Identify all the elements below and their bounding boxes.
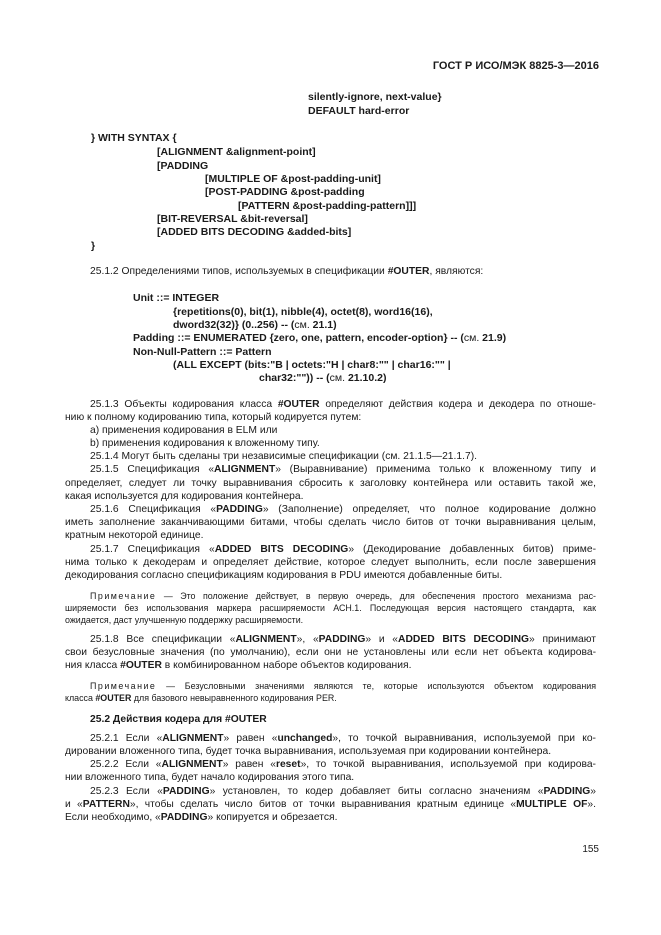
text: — Это положение действует, в первую очередь, для обеспечения простого механизма рас-: [156, 591, 596, 601]
text-line: нима только к декодерам и определяет действие, которое следует выполнить, если после завершения: [65, 557, 596, 568]
text-bold: ADDED BITS DECODING: [214, 544, 349, 555]
code-line: Non-Null-Pattern ::= Pattern: [133, 346, 272, 358]
code-line: [BIT-REVERSAL &bit-reversal]: [157, 213, 308, 225]
text-line: [65, 693, 337, 703]
text: » установлен, то кодер добавляет биты согласно значениям «: [209, 786, 544, 797]
text-line: [90, 759, 596, 770]
text-normal: см.: [294, 319, 310, 331]
paragraph-25-1-2: [90, 266, 483, 277]
text-bold: #OUTER: [387, 266, 430, 277]
text-bold: PADDING: [160, 812, 208, 823]
text: 25.2.1 Если «: [90, 733, 163, 744]
note-label: Примечание: [90, 681, 157, 691]
code-line: } WITH SYNTAX {: [91, 132, 177, 144]
page-number: 155: [582, 844, 599, 855]
text: — Безусловными значениями являются те, которые используются объектом кодирования: [156, 681, 596, 691]
text: », чтобы сделать число битов от точки выравнивания кратным единице «: [129, 799, 517, 810]
text: 21.1): [309, 319, 337, 331]
text: 25.1.3 Объекты кодирования класса: [90, 399, 278, 410]
text-line: [65, 660, 411, 671]
text: в комбинированном наборе объектов кодирования.: [161, 660, 412, 671]
text-bold: ALIGNMENT: [161, 759, 223, 770]
text: » принимают: [529, 634, 596, 645]
text: », то точкой выравнивания, используемой при кодирова-: [300, 759, 596, 770]
text: » равен «: [222, 759, 276, 770]
text-line: [90, 786, 596, 797]
text-bold: PADDING: [543, 786, 591, 797]
text: и «: [65, 799, 83, 810]
text-line: [90, 733, 596, 744]
text-line: ожидается, даст улучшенную поддержку расширяемости.: [65, 615, 304, 625]
paragraph-25-1-4: 25.1.4 Могут быть сделаны три независимые спецификации (см. 21.1.5—21.1.7).: [90, 451, 477, 462]
text-line: ширяемости без использования маркера расширяемости АСН.1. Последующая версия настоящего стандарта, как: [65, 603, 596, 613]
text: »: [590, 786, 596, 797]
text-line: [90, 681, 596, 691]
text-line: свои безусловные значения (по умолчанию), если они не установлены или если нет объекта кодирова-: [65, 647, 596, 658]
text: Если необходимо, «: [65, 812, 161, 823]
text-bold: PADDING: [162, 786, 210, 797]
text: » (Заполнение) определяет, что полное кодирование должно: [262, 504, 597, 515]
text: ния класса: [65, 660, 121, 671]
code-line: (ALL EXCEPT (bits:"B | octets:"H | char8:"" | char16:"" |: [173, 359, 451, 371]
text-line: [90, 591, 596, 601]
text-bold: MULTIPLE OF: [516, 799, 588, 810]
text: класса: [65, 693, 96, 703]
text-bold: ALIGNMENT: [214, 464, 276, 475]
text-bold: #OUTER: [277, 399, 320, 410]
text-line: иметь заполнение заканчивающими битами, чтобы сделать число битов от точки выравнивания целым,: [65, 517, 596, 528]
text: », «: [296, 634, 319, 645]
text-bold: #OUTER: [120, 660, 162, 671]
text: 25.1.8 Все спецификации «: [90, 634, 236, 645]
text: 25.1.7 Спецификация «: [90, 544, 215, 555]
text: Padding ::= ENUMERATED {zero, one, pattern, encoder-option} -- (: [133, 332, 464, 344]
text-line: декодирования согласно спецификациям кодирования в PDU имеются добавленные биты.: [65, 570, 503, 581]
text-bold: ALIGNMENT: [162, 733, 224, 744]
code-line: [POST-PADDING &post-padding: [205, 186, 365, 198]
page-header: ГОСТ Р ИСО/МЭК 8825-3—2016: [432, 60, 599, 72]
text: » (Выравнивание) применима только к вложенному типу и: [275, 464, 596, 475]
text-line: какая используется для кодирования контейнера.: [65, 491, 304, 502]
code-line: {repetitions(0), bit(1), nibble(4), octet(8), word16(16),: [173, 306, 433, 318]
text: 25.1.5 Спецификация «: [90, 464, 215, 475]
text-line: [90, 544, 596, 555]
text-line: [90, 504, 596, 515]
text-bold: #OUTER: [95, 693, 132, 703]
list-item: b) применения кодирования к вложенному типу.: [90, 438, 320, 449]
note-label: Примечание: [90, 591, 157, 601]
code-line: DEFAULT hard-error: [308, 105, 410, 117]
text-normal: см.: [329, 372, 346, 384]
section-heading-25-2: 25.2 Действия кодера для #OUTER: [90, 714, 267, 725]
code-line: [133, 332, 506, 344]
code-line: }: [91, 240, 96, 252]
text-line: [90, 464, 596, 475]
text: 25.1.6 Спецификация «: [90, 504, 217, 515]
code-line: [PADDING: [157, 160, 209, 172]
text: », то точкой выравнивания, используемой при ко-: [332, 733, 596, 744]
text: ».: [587, 799, 596, 810]
text-bold: PATTERN: [82, 799, 130, 810]
text-normal: см.: [463, 332, 480, 344]
text-line: кратным некоторой единице.: [65, 530, 204, 541]
text-line: [65, 812, 337, 823]
text-bold: reset: [275, 759, 301, 770]
text: для базового невыравненного кодирования PER.: [131, 693, 337, 703]
text-bold: PADDING: [216, 504, 263, 515]
text: dword32(32)} (0..256) -- (: [173, 319, 295, 331]
text-line: определяет, следует ли точку выравнивания сбросить к заголовку контейнера или оставить такой же,: [65, 478, 596, 489]
code-line: Unit ::= INTEGER: [133, 292, 220, 304]
text: » (Декодирование добавленных битов) приме-: [348, 544, 597, 555]
code-line: [PATTERN &post-padding-pattern]]]: [238, 200, 417, 212]
code-line: [ADDED BITS DECODING &added-bits]: [157, 226, 352, 238]
code-line: [173, 319, 337, 331]
text-bold: ADDED BITS DECODING: [398, 634, 530, 645]
text-line: нию к полному кодированию типа, который кодируется путем:: [65, 412, 362, 423]
text: » копируется и обрезается.: [207, 812, 338, 823]
text: 25.2.2 Если «: [90, 759, 162, 770]
code-line: [ALIGNMENT &alignment-point]: [157, 146, 316, 158]
list-item: а) применения кодирования в ELM или: [90, 425, 278, 436]
text-bold: ALIGNMENT: [235, 634, 297, 645]
text: 21.9): [479, 332, 507, 344]
text-bold: PADDING: [318, 634, 366, 645]
code-line: silently-ignore, next-value}: [308, 91, 442, 103]
text-line: нии вложенного типа, будет начало кодирования этого типа.: [65, 772, 355, 783]
text-line: [90, 634, 596, 645]
text: 25.2.3 Если «: [90, 786, 163, 797]
text-line: дировании вложенного типа, будет точка выравнивания, используемая при кодировании контейнера.: [65, 746, 552, 757]
text-line: [65, 799, 596, 810]
text: 25.1.2 Определениями типов, используемых в спецификации: [90, 266, 388, 277]
text: » равен «: [223, 733, 278, 744]
code-line: [MULTIPLE OF &post-padding-unit]: [205, 173, 381, 185]
text: 21.10.2): [345, 372, 387, 384]
text: » и «: [365, 634, 399, 645]
text: , являются:: [429, 266, 484, 277]
code-line: [259, 372, 386, 384]
text: определяют действия кодера и декодера по отноше-: [319, 399, 596, 410]
text: char32:"")) -- (: [259, 372, 330, 384]
text-bold: unchanged: [277, 733, 333, 744]
text-line: [90, 399, 596, 410]
